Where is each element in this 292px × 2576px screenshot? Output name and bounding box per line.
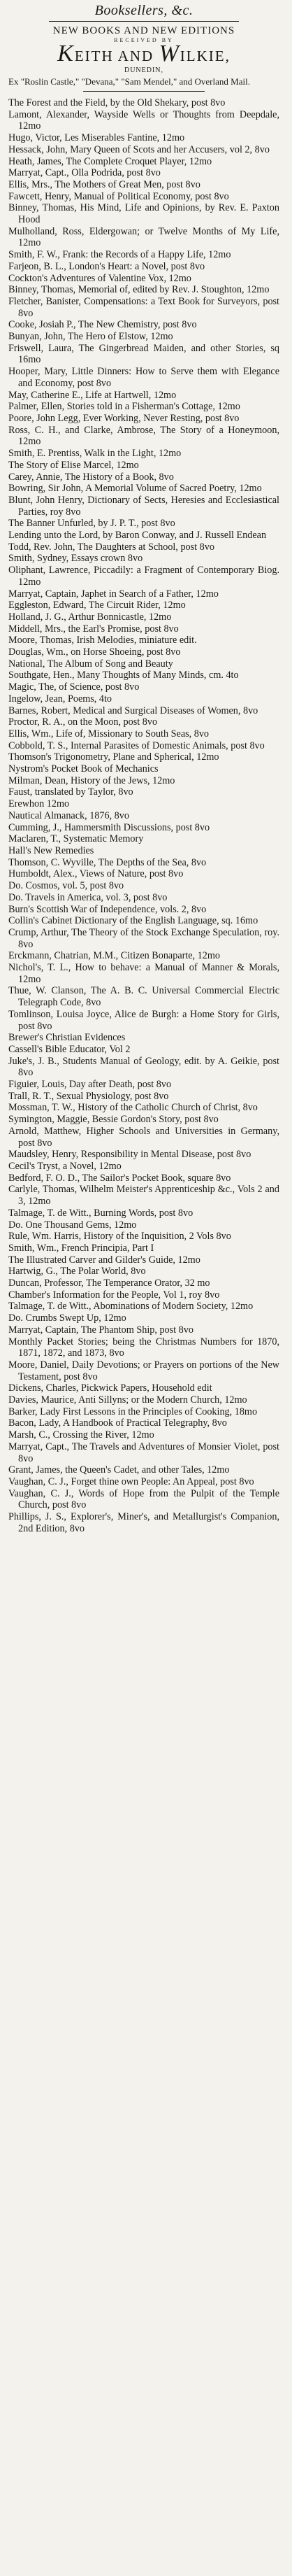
book-entry: Heath, James, The Complete Croquet Player, 12mo	[8, 155, 212, 167]
book-entry: Marryat, Captain, Japhet in Search of a Father, 12mo	[8, 588, 219, 600]
book-entry: Faust, translated by Taylor, 8vo	[8, 786, 133, 798]
book-entry: Dickens, Charles, Pickwick Papers, Household edit	[8, 1382, 212, 1394]
book-entry: Palmer, Ellen, Stories told in a Fisherman's Cottage, 12mo	[8, 401, 240, 413]
book-entry: Fletcher, Banister, Compensations: a Text Book for Surveyors, post 8vo	[8, 295, 279, 319]
book-entry: Vaughan, C. J., Forget thine own People: An Appeal, post 8vo	[8, 1475, 254, 1487]
book-entry: Fawcett, Henry, Manual of Political Economy, post 8vo	[8, 190, 229, 202]
book-entry: Nichol's, T. L., How to behave: a Manual of Manner & Morals, 12mo	[8, 962, 279, 985]
book-entry: Milman, Dean, History of the Jews, 12mo	[8, 774, 175, 786]
book-entry: Symington, Maggie, Bessie Gordon's Story, post 8vo	[8, 1114, 219, 1126]
book-entry: Eggleston, Edward, The Circuit Rider, 12mo	[8, 600, 186, 611]
book-entry: Farjeon, B. L., London's Heart: a Novel, post 8vo	[8, 260, 205, 272]
book-entry: Cumming, J., Hammersmith Discussions, post 8vo	[8, 821, 210, 833]
received-by-label: RECEIVED BY	[114, 37, 174, 43]
book-entry: Carey, Annie, The History of a Book, 8vo	[8, 471, 174, 483]
book-entry: Lending unto the Lord, by Baron Conway, and J. Russell Endean	[8, 530, 267, 542]
book-entry: Maudsley, Henry, Responsibility in Mental Disease, post 8vo	[8, 1149, 251, 1161]
book-entry: Chamber's Information for the People, Vol 1, roy 8vo	[8, 1289, 220, 1301]
book-entry: Hugo, Victor, Les Miserables Fantine, 12mo	[8, 132, 185, 144]
book-entry: Douglas, Wm., on Horse Shoeing, post 8vo	[8, 646, 181, 658]
book-entry: May, Catherine E., Life at Hartwell, 12mo	[8, 389, 177, 401]
book-entry: Cobbold, T. S., Internal Parasites of Domestic Animals, post 8vo	[8, 739, 265, 751]
book-entry: Hartwig, G., The Polar World, 8vo	[8, 1266, 146, 1278]
book-entry: Crump, Arthur, The Theory of the Stock Exchange Speculation, roy. 8vo	[8, 926, 279, 950]
divider	[83, 91, 205, 92]
book-entry: Rule, Wm. Harris, History of the Inquisition, 2 Vols 8vo	[8, 1231, 231, 1243]
book-entry: Ingelow, Jean, Poems, 4to	[8, 693, 112, 705]
book-entry: Holland, J. G., Arthur Bonnicastle, 12mo	[8, 611, 172, 623]
book-entry: Arnold, Matthew, Higher Schools and Universities in Germany, post 8vo	[8, 1125, 279, 1149]
book-entry: Monthly Packet Stories; being the Christmas Numbers for 1870, 1871, 1872, and 1873, 8vo	[8, 1336, 279, 1359]
book-entry: Bunyan, John, The Hero of Elstow, 12mo	[8, 331, 173, 343]
book-entry: Moore, Daniel, Daily Devotions; or Prayers on portions of the New Testament, post 8vo	[8, 1359, 279, 1382]
book-entry: Todd, Rev. John, The Daughters at School, post 8vo	[8, 541, 214, 553]
book-entry: Thomson, C. Wyville, The Depths of the Sea, 8vo	[8, 856, 207, 868]
book-entry: The Forest and the Field, by the Old Shekary, post 8vo	[8, 97, 226, 108]
book-entry: Marryat, Captain, The Phantom Ship, post 8vo	[8, 1324, 194, 1336]
book-entry: Do. Travels in America, vol. 3, post 8vo	[8, 891, 168, 903]
book-entry: Smith, E. Prentiss, Walk in the Light, 12mo	[8, 448, 182, 460]
book-entry: Magic, The, of Science, post 8vo	[8, 681, 140, 693]
book-entry: Bowring, Sir John, A Memorial Volume of Sacred Poetry, 12mo	[8, 483, 262, 495]
book-entry: Nystrom's Pocket Book of Mechanics	[8, 763, 159, 775]
book-entry: Smith, Sydney, Essays crown 8vo	[8, 553, 143, 565]
book-entry: National, The Album of Song and Beauty	[8, 658, 173, 670]
book-entry: Smith, Wm., French Principia, Part I	[8, 1242, 154, 1254]
book-entry: Nautical Almanack, 1876, 8vo	[8, 809, 129, 821]
book-entry: Grant, James, the Queen's Cadet, and other Tales, 12mo	[8, 1464, 230, 1476]
divider	[49, 21, 239, 22]
book-entry: Poore, John Legg, Ever Working, Never Resting, post 8vo	[8, 412, 240, 424]
book-entry: Thue, W. Clanson, The A. B. C. Universal Commercial Electric Telegraph Code, 8vo	[8, 985, 279, 1009]
book-entry: Cecil's Tryst, a Novel, 12mo	[8, 1160, 122, 1172]
book-entry: Cooke, Josiah P., The New Chemistry, post 8vo	[8, 319, 197, 331]
book-entry: Phillips, J. S., Explorer's, Miner's, and Metallurgist's Companion, 2nd Edition, 8vo	[8, 1511, 279, 1534]
shipping-line: Ex "Roslin Castle," "Devana," "Sam Mendel," and Overland Mail.	[8, 76, 250, 87]
book-entry: Juke's, J. B., Students Manual of Geology, edit. by A. Geikie, post 8vo	[8, 1055, 279, 1079]
book-entry: Hall's New Remedies	[8, 845, 94, 856]
book-entry: Hooper, Mary, Little Dinners: How to Serve them with Elegance and Economy, post 8vo	[8, 366, 279, 389]
book-entry: Trall, R. T., Sexual Physiology, post 8vo	[8, 1090, 169, 1102]
book-entry: Thomson's Trigonometry, Plane and Spherical, 12mo	[8, 751, 219, 763]
book-entry: Hessack, John, Mary Queen of Scots and her Accusers, vol 2, 8vo	[8, 143, 270, 155]
book-entry: Collin's Cabinet Dictionary of the English Language, sq. 16mo	[8, 915, 258, 927]
book-entry: Binney, Thomas, Memorial of, edited by Rev. J. Stoughton, 12mo	[8, 284, 270, 296]
book-entry: Erewhon 12mo	[8, 798, 70, 810]
book-entry: Talmage, T. de Witt., Abominations of Modern Society, 12mo	[8, 1301, 254, 1312]
book-entry: Erckmann, Chatrian, M.M., Citizen Bonaparte, 12mo	[8, 950, 220, 962]
book-entry: Do. Crumbs Swept Up, 12mo	[8, 1312, 126, 1324]
book-entry: Oliphant, Lawrence, Piccadily: a Fragment of Contemporary Biog. 12mo	[8, 565, 279, 588]
book-entry: Cockton's Adventures of Valentine Vox, 12mo	[8, 272, 191, 284]
book-entry: Binney, Thomas, His Mind, Life and Opinions, by Rev. E. Paxton Hood	[8, 202, 279, 226]
book-entry: Proctor, R. A., on the Moon, post 8vo	[8, 716, 158, 728]
book-entry: Ellis, Mrs., The Mothers of Great Men, post 8vo	[8, 178, 200, 190]
book-entry: Maclaren, T., Systematic Memory	[8, 833, 144, 845]
book-entry: Southgate, Hen., Many Thoughts of Many Minds, cm. 4to	[8, 670, 239, 681]
book-entry: Blunt, John Henry, Dictionary of Sects, Heresies and Ecclesiastical Parties, roy 8vo	[8, 494, 279, 518]
book-entry: The Illustrated Carver and Gilder's Guide, 12mo	[8, 1254, 200, 1266]
book-entry: Do. Cosmos, vol. 5, post 8vo	[8, 880, 124, 892]
book-entry: Marryat, Capt., Olla Podrida, post 8vo	[8, 167, 161, 179]
book-entry: Brewer's Christian Evidences	[8, 1032, 126, 1044]
book-entry: The Story of Elise Marcel, 12mo	[8, 459, 139, 471]
book-entry: Middell, Mrs., the Earl's Promise, post 8vo	[8, 623, 179, 635]
book-entry: Ellis, Wm., Life of, Missionary to South Seas, 8vo	[8, 728, 210, 739]
book-entry: Marryat, Capt., The Travels and Adventures of Monsier Violet, post 8vo	[8, 1441, 279, 1464]
book-entry: Figuier, Louis, Day after Death, post 8vo	[8, 1079, 172, 1091]
book-entry: Lamont, Alexander, Wayside Wells or Thoughts from Deepdale, 12mo	[8, 108, 279, 132]
book-entry: Marsh, C., Crossing the River, 12mo	[8, 1429, 154, 1441]
book-entry: Davies, Maurice, Anti Sillyns; or the Modern Church, 12mo	[8, 1394, 247, 1406]
book-entry: Cassell's Bible Educator, Vol 2	[8, 1043, 131, 1055]
book-entry: Ross, C. H., and Clarke, Ambrose, The Story of a Honeymoon, 12mo	[8, 424, 279, 448]
book-entry: Bacon, Lady, A Handbook of Practical Telegraphy, 8vo	[8, 1417, 227, 1429]
book-entry: Mulholland, Ross, Eldergowan; or Twelve Months of My Life, 12mo	[8, 225, 279, 249]
book-entry: Vaughan, C. J., Words of Hope from the Pulpit of the Temple Church, post 8vo	[8, 1487, 279, 1511]
book-entry: Moore, Thomas, Irish Melodies, miniature edit.	[8, 635, 197, 646]
book-entry: Burn's Scottish War of Independence, vols. 2, 8vo	[8, 903, 207, 915]
book-entry: Friswell, Laura, The Gingerbread Maiden, and other Stories, sq 16mo	[8, 342, 279, 366]
book-entry: The Banner Unfurled, by J. P. T., post 8vo	[8, 518, 175, 530]
book-entry: Mossman, T. W., History of the Catholic Church of Christ, 8vo	[8, 1102, 258, 1114]
city-name: DUNEDIN,	[124, 66, 164, 74]
book-entry: Carlyle, Thomas, Wilhelm Meister's Apprenticeship &c., Vols 2 and 3, 12mo	[8, 1184, 279, 1208]
book-entry: Do. One Thousand Gems, 12mo	[8, 1219, 137, 1231]
advertisement-title: NEW BOOKS AND NEW EDITIONS	[52, 25, 235, 36]
book-entry: Barnes, Robert, Medical and Surgical Diseases of Women, 8vo	[8, 705, 258, 716]
book-list	[8, 97, 279, 1534]
firm-name: KEITH AND WILKIE,	[57, 41, 231, 66]
book-entry: Smith, F. W., Frank: the Records of a Happy Life, 12mo	[8, 249, 231, 261]
book-entry: Humboldt, Alex., Views of Nature, post 8vo	[8, 868, 184, 880]
book-entry: Tomlinson, Louisa Joyce, Alice de Burgh: a Home Story for Girls, post 8vo	[8, 1008, 279, 1032]
book-entry: Barker, Lady First Lessons in the Principles of Cooking, 18mo	[8, 1406, 258, 1417]
book-entry: Bedford, F. O. D., The Sailor's Pocket Book, square 8vo	[8, 1172, 231, 1184]
book-entry: Duncan, Professor, The Temperance Orator, 32 mo	[8, 1278, 210, 1289]
section-heading: Booksellers, &c.	[94, 3, 194, 18]
book-entry: Talmage, T. de Witt., Burning Words, post 8vo	[8, 1207, 194, 1219]
